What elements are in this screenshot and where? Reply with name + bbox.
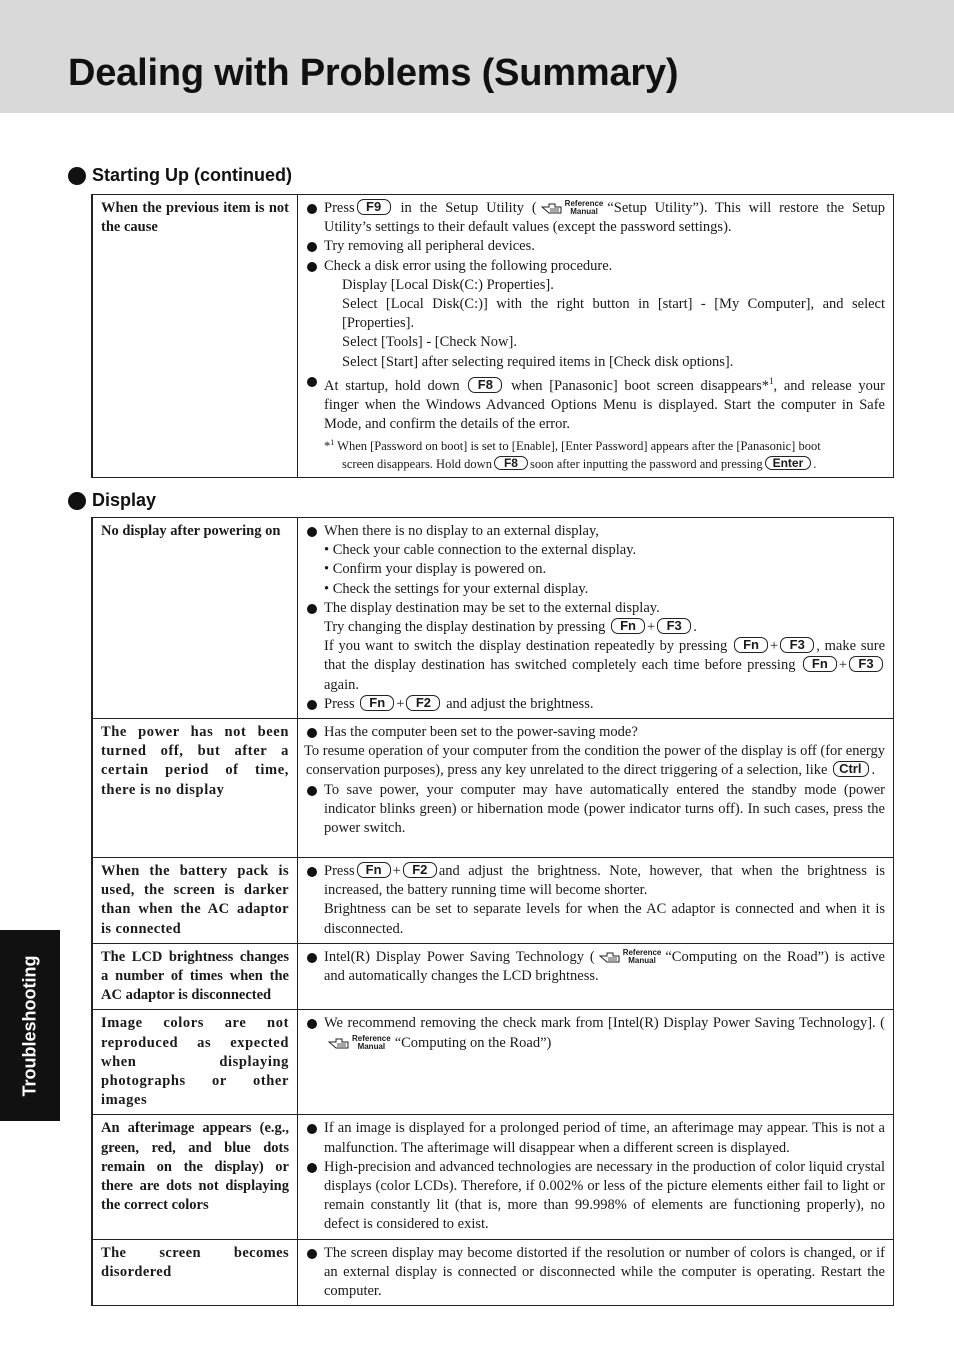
list-item: Intel(R) Display Power Saving Technology ( Reference Manual “Computing on the Road”) is active and automatically changes the LCD brightness. — [306, 948, 885, 986]
procedure-step: Select [Local Disk(C:)] with the right button in [start] - [My Computer], and select [Properties]. — [342, 296, 885, 332]
section-title: Display — [92, 490, 157, 510]
cause-cell: When the battery pack is used, the screen is darker than when the AC adaptor is connected — [92, 858, 298, 944]
f3-key-icon: F3 — [657, 618, 691, 634]
continuation-text: Try changing the display destination by pressing Fn + F3 . — [324, 618, 697, 636]
fn-key-icon: Fn — [357, 862, 391, 878]
list-item: At startup, hold down F8 when [Panasonic] boot screen disappears*$^1$, and release your finger when the Windows Advanced Options Menu is displayed. Start the computer in Safe Mode, and confirm the details of the error. — [306, 372, 885, 434]
sub-item: • Confirm your display is powered on. — [324, 561, 547, 578]
f8-key-icon: F8 — [468, 377, 502, 393]
cause-cell: An afterimage appears (e.g., green, red, and blue dots remain on the display) or there are dots not displaying the correct colors — [92, 1115, 298, 1239]
cause-cell: No display after powering on — [92, 518, 298, 719]
list-item: Press Fn + F2 and adjust the brightness. — [306, 695, 885, 714]
table-row — [92, 1010, 894, 1115]
list-item: We recommend removing the check mark from [Intel(R) Display Power Saving Technology]. ( Reference Manual “Computing on the Road”) — [306, 1014, 885, 1052]
list-item: Press F9 in the Setup Utility ( Reference Manual “Setup Utility”). This will restore the Setup Utility’s settings to their default values (except the password settings). — [306, 199, 885, 237]
solution-cell — [298, 719, 894, 858]
paragraph: To resume operation of your computer from the condition the power of the display is off (for energy conservation purposes), press any key unrelated to the direct triggering of a selection, like Ctrl . — [304, 743, 885, 779]
continuation-text: If you want to switch the display destination repeatedly by pressing Fn + F3 , make sure that the display destination has switched completely each time before pressing Fn + F3again. — [324, 637, 886, 693]
reference-manual-icon: Reference Manual — [328, 1035, 391, 1051]
solution-cell — [298, 1239, 894, 1306]
page-header — [0, 0, 954, 113]
cause-cell: When the previous item is not the cause — [92, 195, 298, 478]
cause-cell: The screen becomes disordered — [92, 1239, 298, 1306]
solution-cell — [298, 858, 894, 944]
footnote: *$^1$ When [Password on boot] is set to [Enable], [Enter Password] appears after the [Panasonic] boot screen disappears. Hold down F8 soon after inputting the password and pressing Enter . — [324, 438, 821, 472]
list-item: Press Fn + F2 and adjust the brightness. Note, however, that when the brightness is increased, the battery running time will become shorter. — [306, 862, 885, 900]
table-row — [92, 1115, 894, 1239]
f9-key-icon: F9 — [357, 199, 391, 215]
table-row — [92, 195, 894, 478]
cause-cell: The LCD brightness changes a number of times when the AC adaptor is disconnected — [92, 943, 298, 1010]
solution-cell — [298, 1115, 894, 1239]
procedure-step: Select [Tools] - [Check Now]. — [342, 334, 517, 351]
list-item: When there is no display to an external display, — [306, 522, 885, 541]
solution-cell — [298, 943, 894, 1010]
bullet-circle-icon — [68, 492, 86, 510]
section-heading-starting-up — [68, 165, 292, 186]
page-title: Dealing with Problems (Summary) — [68, 52, 679, 94]
procedure-step: Display [Local Disk(C:) Properties]. — [342, 276, 554, 293]
list-item: High-precision and advanced technologies are necessary in the production of color liquid crystal displays (color LCDs). Therefore, if 0.002% or less of the picture elements either fail to light or remain constantly lit (that is, more than 99.998% of elements are functioning properly), no defect is considered to exist. — [306, 1158, 885, 1235]
f3-key-icon: F3 — [849, 656, 883, 672]
table-row — [92, 1239, 894, 1306]
list-item: Try removing all peripheral devices. — [306, 237, 885, 256]
fn-key-icon: Fn — [360, 695, 394, 711]
starting-up-table — [91, 194, 894, 478]
cause-cell: Image colors are not reproduced as expected when displaying photographs or other images — [92, 1010, 298, 1115]
list-item: If an image is displayed for a prolonged period of time, an afterimage may appear. This is not a malfunction. The afterimage will disappear when a different screen is displayed. — [306, 1119, 885, 1157]
section-title: Starting Up (continued) — [92, 165, 292, 185]
list-item: The display destination may be set to the external display. — [306, 599, 885, 618]
display-table — [91, 517, 894, 1306]
sub-item: • Check your cable connection to the external display. — [324, 542, 637, 559]
solution-cell — [298, 195, 894, 478]
enter-key-icon: Enter — [765, 456, 812, 470]
solution-cell — [298, 518, 894, 719]
procedure-step: Select [Start] after selecting required items in [Check disk options]. — [342, 353, 734, 370]
section-heading-display — [68, 490, 156, 511]
sub-item: • Check the settings for your external display. — [324, 580, 589, 597]
f2-key-icon: F2 — [403, 862, 437, 878]
reference-manual-icon: Reference Manual — [599, 949, 662, 965]
f8-key-icon: F8 — [494, 456, 528, 470]
table-row — [92, 518, 894, 719]
table-row — [92, 719, 894, 858]
fn-key-icon: Fn — [611, 618, 645, 634]
table-row — [92, 943, 894, 1010]
list-item: Check a disk error using the following procedure. — [306, 257, 885, 276]
continuation-text: Brightness can be set to separate levels for when the AC adaptor is connected and when it is disconnected. — [324, 901, 885, 937]
f3-key-icon: F3 — [780, 637, 814, 653]
table-row — [92, 858, 894, 944]
troubleshooting-side-tab — [0, 930, 60, 1121]
solution-cell — [298, 1010, 894, 1115]
cause-cell: The power has not been turned off, but after a certain period of time, there is no display — [92, 719, 298, 858]
bullet-circle-icon — [68, 167, 86, 185]
list-item: To save power, your computer may have automatically entered the standby mode (power indicator blinks green) or hibernation mode (power indicator turns off). In such cases, press the power switch. — [306, 781, 885, 839]
list-item: The screen display may become distorted if the resolution or number of colors is changed, or if an external display is connected or disconnected while the computer is operating. Restart the computer. — [306, 1244, 885, 1302]
reference-manual-icon: Reference Manual — [541, 200, 604, 216]
fn-key-icon: Fn — [803, 656, 837, 672]
fn-key-icon: Fn — [734, 637, 768, 653]
side-tab-label: Troubleshooting — [19, 955, 40, 1096]
f2-key-icon: F2 — [406, 695, 440, 711]
ctrl-key-icon: Ctrl — [833, 761, 869, 777]
list-item: Has the computer been set to the power-saving mode? — [306, 723, 885, 742]
